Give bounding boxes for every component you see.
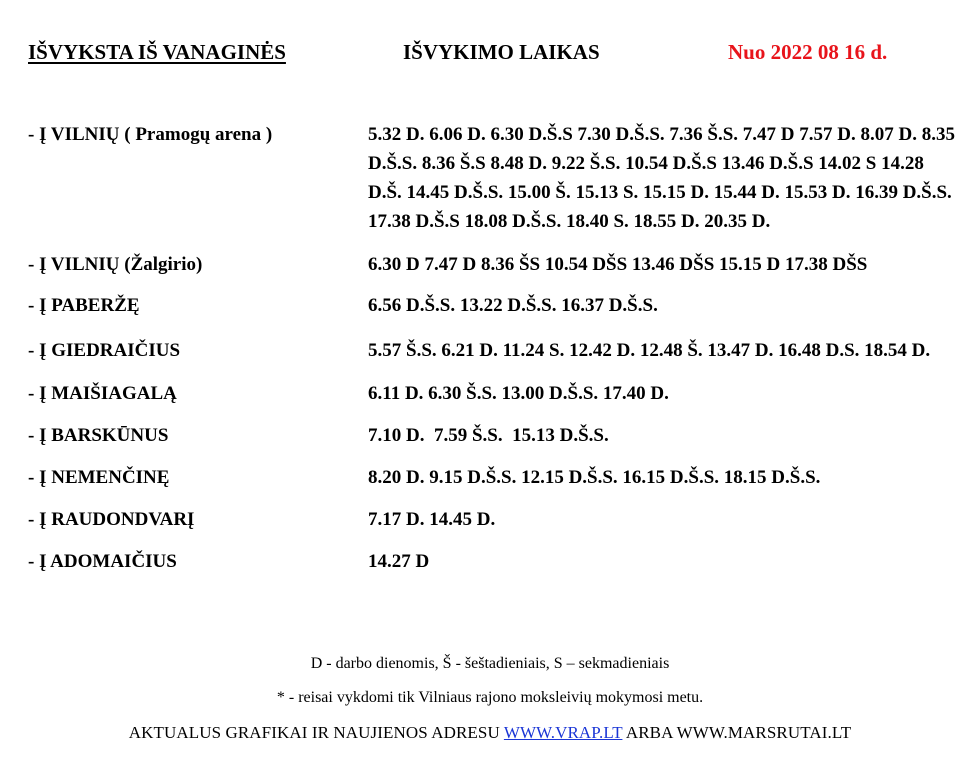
schedule-note: * - reisai vykdomi tik Vilniaus rajono moksleivių mokymosi metu. [276,689,704,706]
route-times: 14.27 D [368,551,430,572]
route-destination: - Į VILNIŲ ( Pramogų arena ) [28,124,273,145]
route-destination: - Į GIEDRAIČIUS [28,340,181,361]
route-times: 6.56 D.Š.S. 13.22 D.Š.S. 16.37 D.Š.S. [368,295,658,316]
route-row-barskunai [0,421,980,450]
route-row-adomaiciai [0,547,980,576]
route-row-vilnius-zalgirio [0,250,980,279]
footer-prefix: AKTUALUS GRAFIKAI IR NAUJIENOS ADRESU [128,723,500,742]
vrap-link[interactable]: WWW.VRAP.LT [503,723,623,742]
footer-info [0,723,980,743]
route-destination: - Į VILNIŲ (Žalgirio) [28,254,203,275]
route-row-raudondvaris [0,505,980,534]
timetable-header [0,40,980,70]
valid-from-date: Nuo 2022 08 16 d. [728,40,888,64]
route-times: 6.30 D 7.47 D 8.36 ŠS 10.54 DŠS 13.46 DŠS 15.15 D 17.38 DŠS [368,254,868,275]
route-times: 5.57 Š.S. 6.21 D. 11.24 S. 12.42 D. 12.48 Š. 13.47 D. 16.48 D.S. 18.54 D. [368,340,931,361]
route-row-nemencine [0,463,980,492]
route-row-maisiagala [0,379,980,408]
route-times: 7.17 D. 14.45 D. [368,509,496,530]
route-row-giedraiciai [0,336,980,365]
routes-list [0,120,980,576]
route-destination: - Į MAIŠIAGALĄ [28,383,177,404]
route-destination: - Į RAUDONDVARĮ [28,509,195,530]
route-destination: - Į NEMENČINĘ [28,467,170,488]
route-destination: - Į ADOMAIČIUS [28,551,177,572]
footer-suffix: ARBA WWW.MARSRUTAI.LT [625,723,852,742]
route-row-vilnius-pramogu [0,120,980,236]
route-times: 6.11 D. 6.30 Š.S. 13.00 D.Š.S. 17.40 D. [368,383,669,404]
route-times: 7.10 D. 7.59 Š.S. 15.13 D.Š.S. [368,425,609,446]
schedule-legend: D - darbo dienomis, Š - šeštadieniais, S – sekmadieniais [310,655,670,672]
departure-title: IŠVYKSTA IŠ VANAGINĖS [28,40,286,64]
route-times: 8.20 D. 9.15 D.Š.S. 12.15 D.Š.S. 16.15 D.Š.S. 18.15 D.Š.S. [368,467,821,488]
route-row-paberze [0,291,980,320]
route-destination: - Į PABERŽĘ [28,295,140,316]
route-times: 5.32 D. 6.06 D. 6.30 D.Š.S 7.30 D.Š.S. 7.36 Š.S. 7.47 D 7.57 D. 8.07 D. 8.35 D.Š.S. 8.36 Š.S 8.48 D. 9.22 Š.S. 10.54 D.Š.S 13.46 D.Š.S 14.02 S 14.28 D.Š. 14.45 D.Š.S. 15.00 Š. 15.13 S. 15.15 D. 15.44 D. 15.53 D. 16.39 D.Š.S. 17.38 D.Š.S 18.08 D.Š.S. 18.40 S. 18.55 D. 20.35 D. [368,124,955,232]
departure-time-title: IŠVYKIMO LAIKAS [403,40,600,64]
route-destination: - Į BARSKŪNUS [28,425,169,446]
